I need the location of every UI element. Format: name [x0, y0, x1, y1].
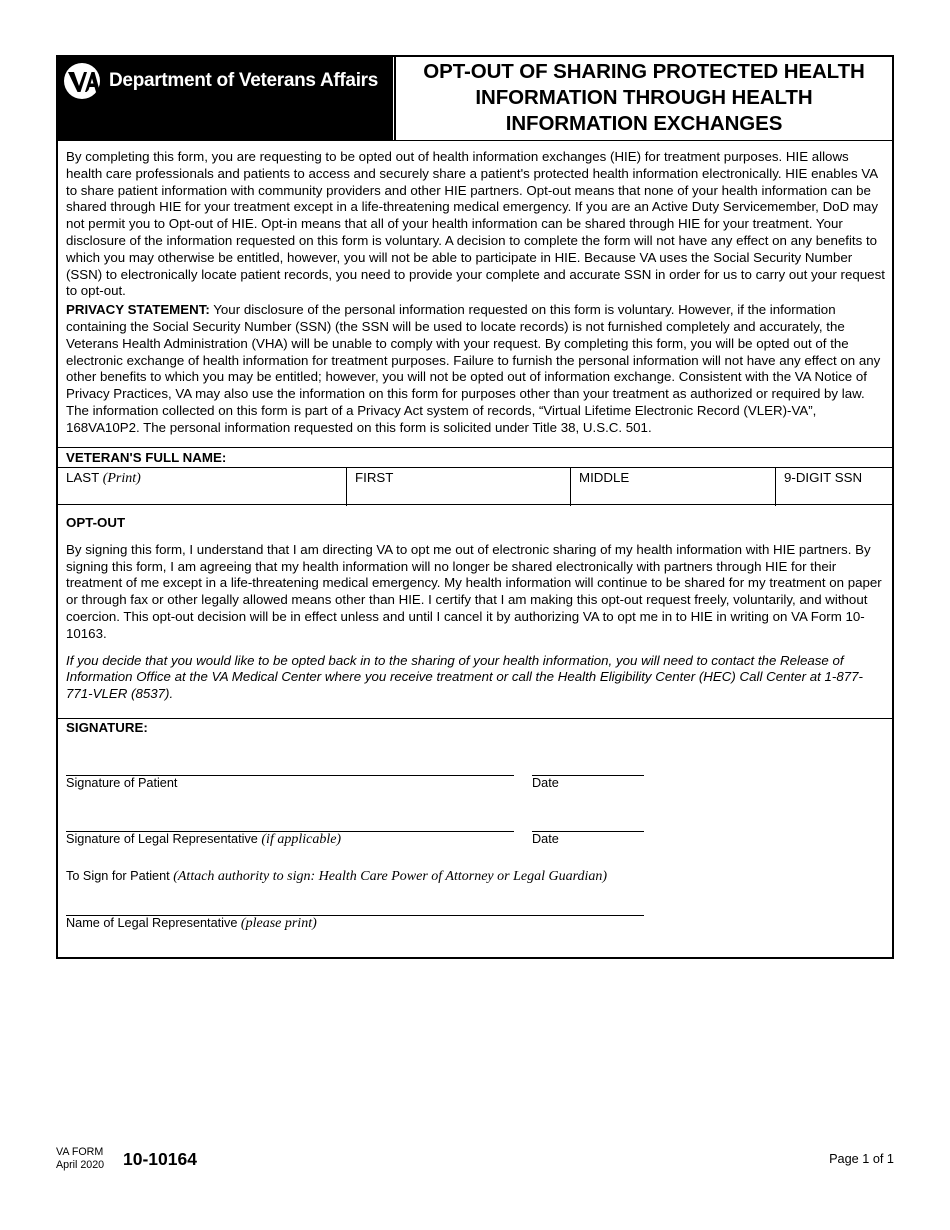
rep-signature-label	[66, 832, 341, 848]
form-date: April 2020	[56, 1159, 105, 1171]
first-name-field[interactable]	[346, 468, 570, 506]
form-title-line-3: INFORMATION EXCHANGES	[505, 112, 783, 135]
intro-section	[66, 149, 888, 439]
privacy-statement	[66, 302, 888, 436]
signature-title: SIGNATURE:	[66, 720, 148, 735]
form-header	[58, 57, 892, 141]
opt-out-paragraph: By signing this form, I understand that I am directing VA to opt me out of electronic sharing of my health information with HIE partners. By signing this form, I am agreeing that my health information will no longer be shared electronically with partners through HIE for their treatment of me except in a life-threatening medical emergency. My health information will continue to be shared for my treatment on paper or through fax or other legally allowed means other than HIE. I certify that I am making this opt-out request freely, voluntarily, and without coercion. This opt-out decision will be in effect unless and until I cancel it by authorizing VA to opt me in to HIE in writing on VA Form 10-10163.	[66, 541, 882, 641]
intro-paragraph: By completing this form, you are requesting to be opted out of health information exchanges (HIE) for treatment purposes. HIE allows health care professionals and patients to access and securely share a patient's protected health information electronically. HIE enables VA to share patient information with community providers and other HIE partners. Opt-out means that none of your health information can be shared through HIE for your treatment except in a life-threatening medical emergency. If you are an Active Duty Servicemember, DoD may not permit you to Opt-out of HIE. Opt-in means that all of your health information can be shared through HIE for your treatment. Your disclosure of the information requested on this form is voluntary. A decision to complete the form will not have any effect on any benefits to which you may otherwise be entitled, however, you will not be able to participate in HIE. Because VA uses the Social Security Number (SSN) to electronically locate patient records, you need to provide your complete and accurate SSN in order for us to carry out your request to opt-out.	[66, 149, 885, 299]
privacy-label: PRIVACY STATEMENT:	[66, 302, 210, 318]
middle-name-label: MIDDLE	[579, 470, 630, 485]
va-seal-icon	[62, 62, 102, 100]
veteran-name-row	[58, 467, 892, 505]
signature-section	[58, 718, 892, 959]
form-title-line-2: INFORMATION THROUGH HEALTH	[475, 86, 813, 109]
opt-out-section	[66, 515, 888, 713]
sign-for-patient-text: To Sign for Patient	[66, 869, 170, 883]
form-title	[394, 57, 892, 140]
last-name-field[interactable]	[58, 468, 346, 506]
first-name-label: FIRST	[355, 470, 394, 485]
ssn-field[interactable]	[775, 468, 892, 506]
sign-for-patient-hint: (Attach authority to sign: Health Care Power of Attorney or Legal Guardian)	[173, 869, 608, 884]
ssn-label: 9-DIGIT SSN	[784, 470, 863, 485]
last-name-hint: (Print)	[102, 471, 141, 486]
page-number: Page 1 of 1	[829, 1152, 894, 1166]
patient-date-label: Date	[532, 776, 559, 790]
form-title-line-1: OPT-OUT OF SHARING PROTECTED HEALTH	[423, 60, 865, 83]
opt-in-note: If you decide that you would like to be opted back in to the sharing of your health information, you will need to contact the Release of Information Office at the VA Medical Center where you receive treatment or call the Health Eligibility Center (HEC) Call Center at 1-877-771-VLER (8537).	[66, 652, 863, 702]
form-label: VA FORM	[56, 1146, 104, 1158]
rep-signature-label-text: Signature of Legal Representative	[66, 832, 258, 846]
rep-name-label-text: Name of Legal Representative	[66, 916, 238, 930]
privacy-text: Your disclosure of the personal information requested on this form is voluntary. However, if the information containing the Social Security Number (SSN) (the SSN will be used to locate records) is not furnished completely and accurately, the Veterans Health Administration (VHA) will be unable to comply with your request. By completing this form, you will be opted out of the electronic exchange of health information for treatment purposes. Failure to furnish the personal information will not have any effect on any other benefits to which you may be entitled; however, you will not be opted out of information exchange. Consistent with the VA Notice of Privacy Practices, VA may also use the information on this form for purposes other than your treatment as authorized or required by law. The information collected on this form is part of a Privacy Act system of records, “Virtual Lifetime Electronic Record (VLER)-VA”, 168VA10P2. The personal information requested on this form is solicited under Title 38, U.S.C. 501.	[66, 302, 881, 435]
veteran-name-section	[58, 447, 892, 505]
rep-name-label	[66, 916, 317, 932]
patient-signature-label: Signature of Patient	[66, 776, 178, 790]
form-id-block	[56, 1146, 104, 1172]
agency-banner	[58, 57, 393, 140]
opt-out-heading: OPT-OUT	[66, 515, 126, 530]
middle-name-field[interactable]	[570, 468, 775, 506]
rep-signature-hint: (if applicable)	[261, 832, 342, 847]
opt-out-form	[56, 55, 894, 959]
agency-name: Department of Veterans Affairs	[109, 70, 379, 91]
form-number: 10-10164	[123, 1149, 197, 1169]
last-name-label: LAST	[66, 470, 100, 485]
veteran-name-title: VETERAN'S FULL NAME:	[66, 450, 227, 465]
sign-for-patient-label	[66, 869, 607, 885]
rep-name-hint: (please print)	[240, 916, 317, 931]
rep-date-label: Date	[532, 832, 559, 846]
